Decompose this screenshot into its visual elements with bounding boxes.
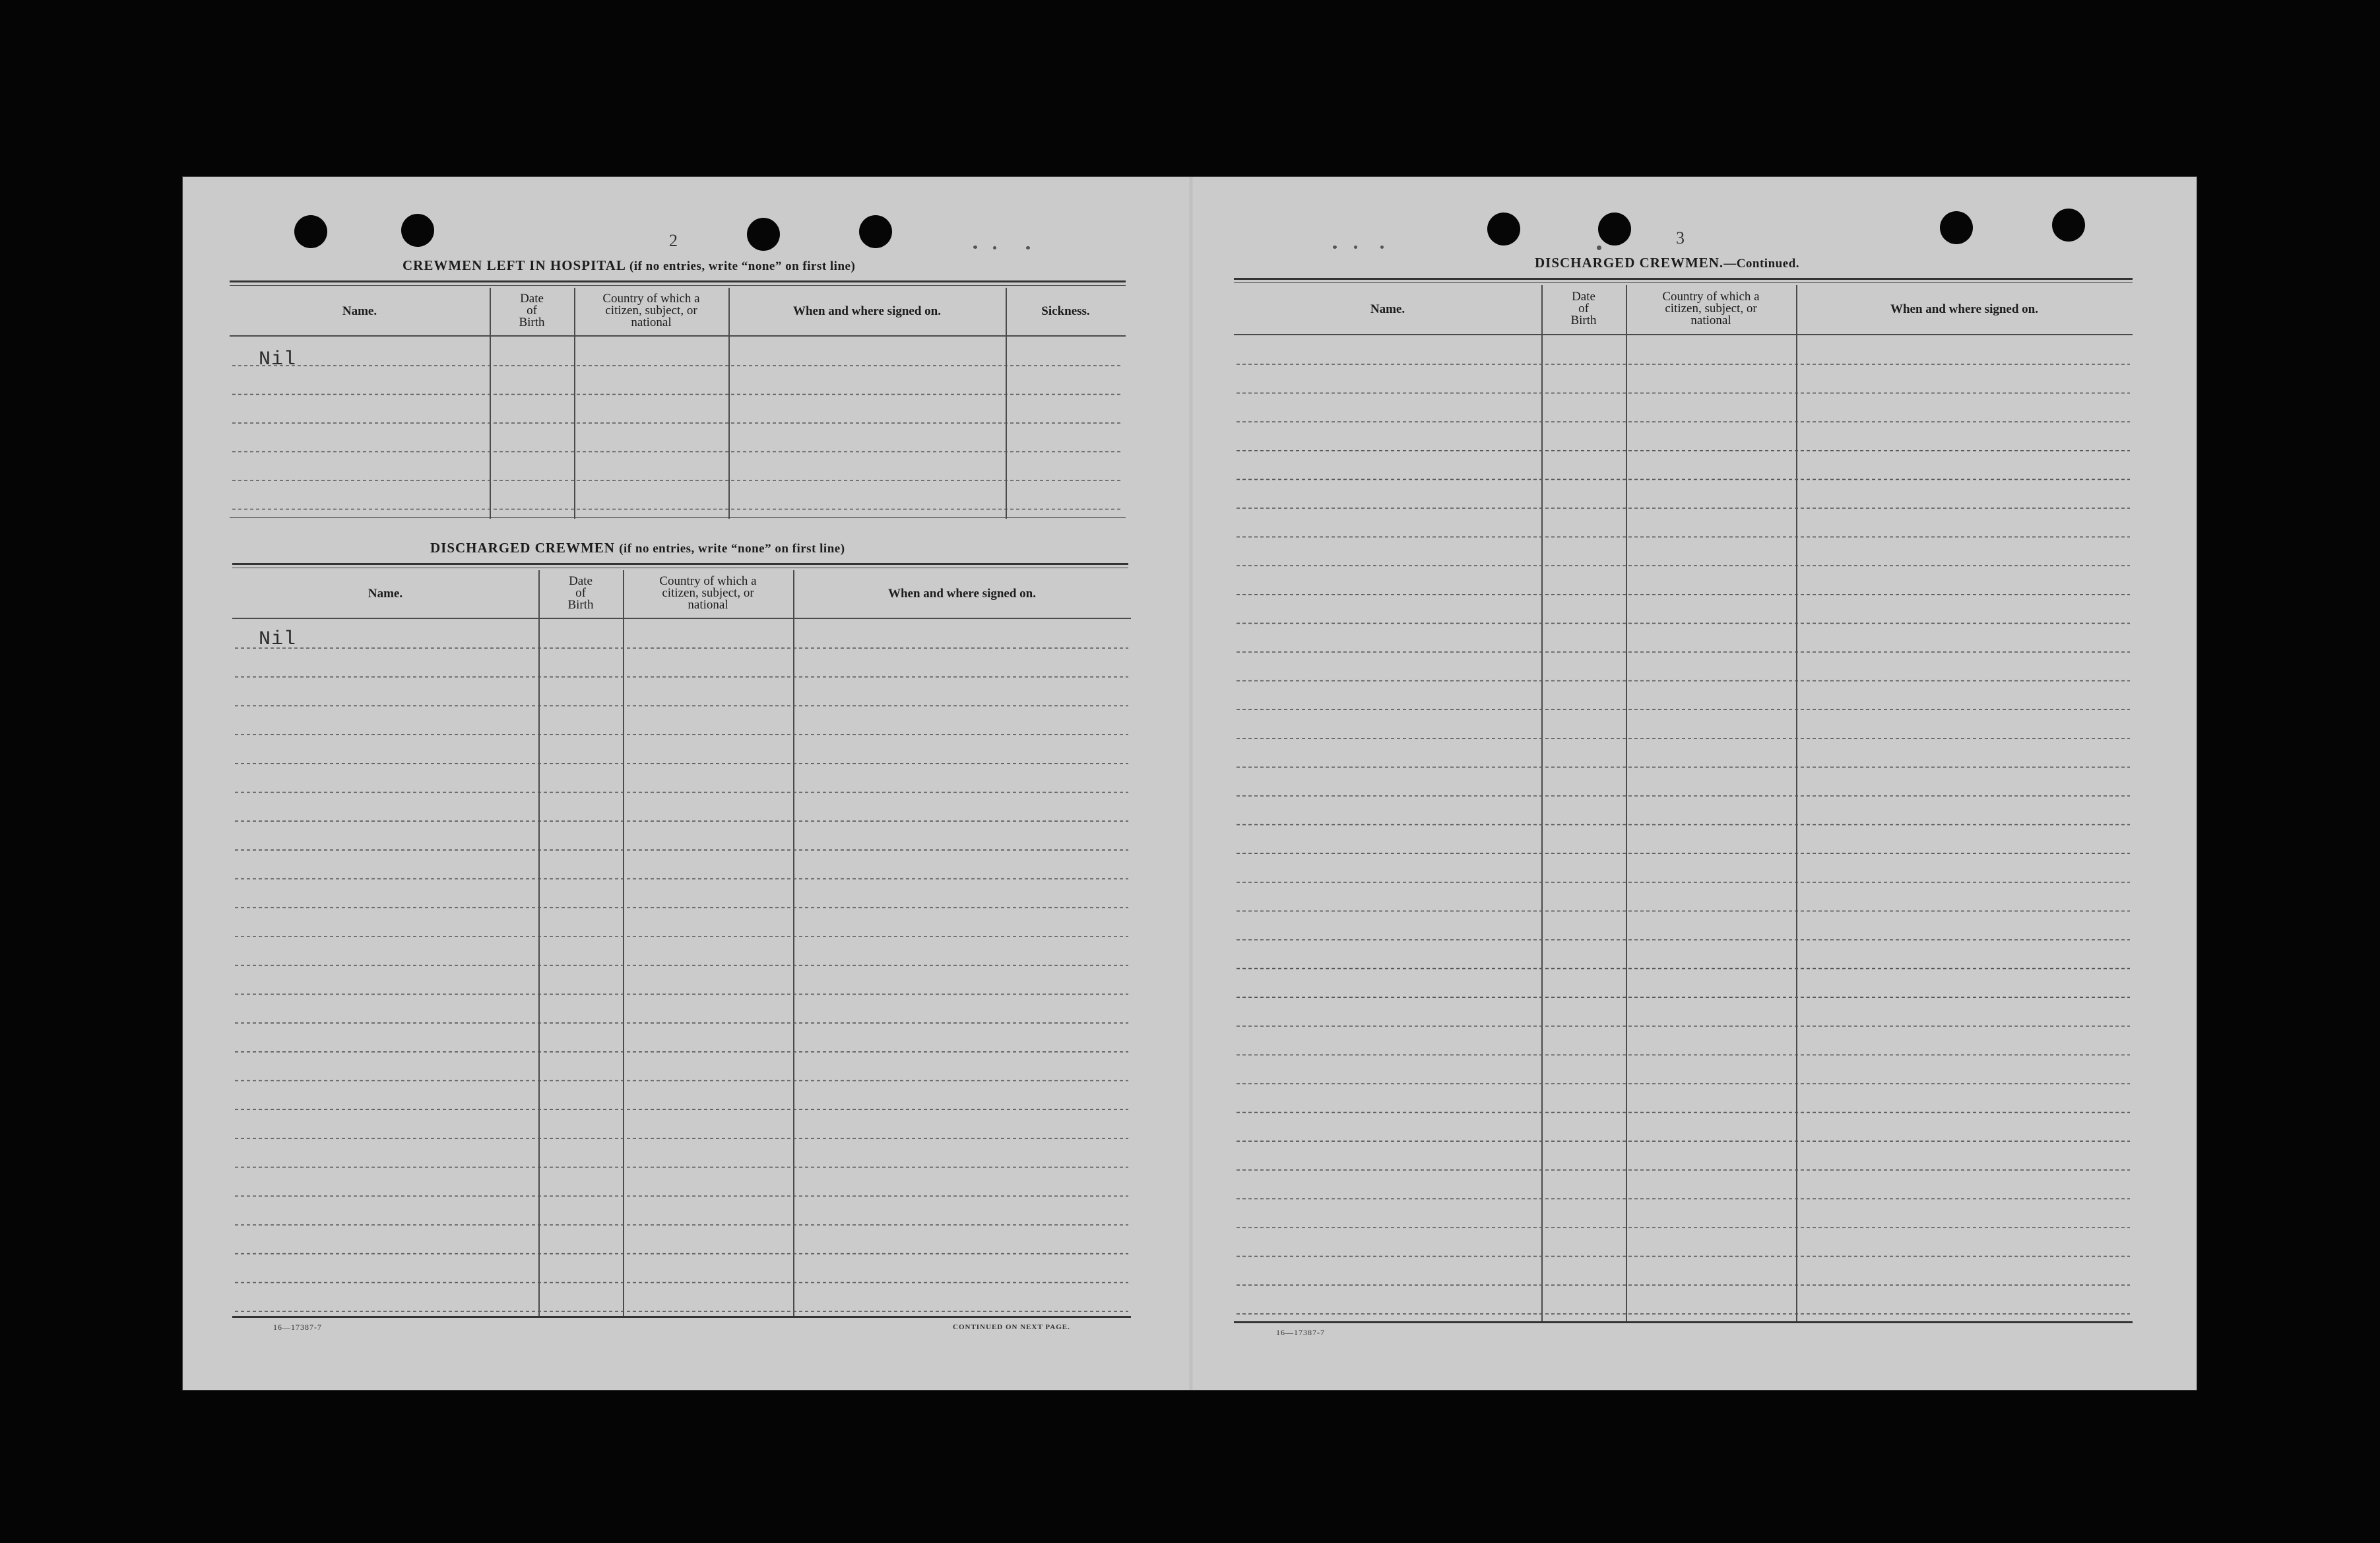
col-header-dob: Date of Birth (1570, 290, 1597, 327)
page-number: 2 (669, 231, 678, 250)
col-header-name: Name. (368, 586, 403, 601)
col-header-dob: Date of Birth (519, 292, 545, 329)
section-rule (232, 563, 1128, 565)
continued-suffix: —Continued. (1723, 257, 1799, 271)
speck (1354, 246, 1357, 249)
speck (973, 246, 977, 249)
hospital-section-title (402, 257, 855, 274)
col-header-signed-on: When and where signed on. (887, 586, 1036, 601)
punch-hole (859, 215, 892, 248)
discharged-section-title (430, 540, 845, 556)
form-number: 16—17387-7 (273, 1323, 322, 1332)
section-rule (232, 1316, 1131, 1318)
speck (1380, 246, 1384, 249)
hospital-table (230, 288, 1126, 519)
punch-hole (401, 214, 434, 247)
hospital-first-entry: Nil (259, 348, 297, 371)
continued-note: CONTINUED ON NEXT PAGE. (953, 1323, 1070, 1331)
ruled-lines (230, 337, 1126, 519)
section-rule (230, 280, 1126, 282)
discharged-title-text: DISCHARGED CREWMEN (430, 540, 615, 556)
discharged-continued-table (1234, 285, 2133, 1323)
col-header-signed-on: When and where signed on. (1890, 302, 2038, 316)
col-header-dob: Date of Birth (567, 574, 594, 612)
speck (1597, 246, 1601, 250)
col-header-sickness: Sickness. (1041, 304, 1090, 318)
col-header-country: Country of which a citizen, subject, or national (1662, 290, 1760, 327)
discharged-table (232, 570, 1131, 1317)
col-header-country: Country of which a citizen, subject, or national (659, 574, 757, 612)
speck (1026, 246, 1030, 249)
section-rule (1234, 278, 2133, 280)
punch-hole (1487, 213, 1520, 246)
discharged-continued-title (1535, 255, 1799, 271)
punch-hole (294, 215, 327, 248)
col-header-signed-on: When and where signed on. (792, 304, 941, 318)
form-number: 16—17387-7 (1276, 1328, 1325, 1337)
discharged-title-note: (if no entries, write “none” on first line) (619, 542, 845, 556)
punch-hole (1940, 211, 1973, 244)
section-rule (230, 517, 1126, 518)
speck (993, 246, 996, 249)
page-number: 3 (1676, 228, 1685, 247)
discharged-first-entry: Nil (259, 628, 297, 651)
col-header-country: Country of which a citizen, subject, or national (602, 292, 700, 329)
punch-hole (2052, 209, 2085, 242)
ruled-lines (1234, 335, 2133, 1323)
section-rule (230, 285, 1126, 286)
section-rule (1234, 282, 2133, 283)
section-rule (1234, 1321, 2133, 1323)
hospital-title-note: (if no entries, write “none” on first line) (629, 259, 856, 273)
discharged-continued-title-text: DISCHARGED CREWMEN. (1535, 255, 1724, 271)
speck (1333, 246, 1337, 249)
punch-hole (1598, 213, 1631, 246)
page-fold (1190, 177, 1192, 1390)
ruled-lines (232, 619, 1131, 1317)
hospital-title-text: CREWMEN LEFT IN HOSPITAL (402, 257, 626, 273)
col-header-name: Name. (1370, 302, 1405, 316)
punch-hole (747, 218, 780, 251)
col-header-name: Name. (342, 304, 377, 318)
